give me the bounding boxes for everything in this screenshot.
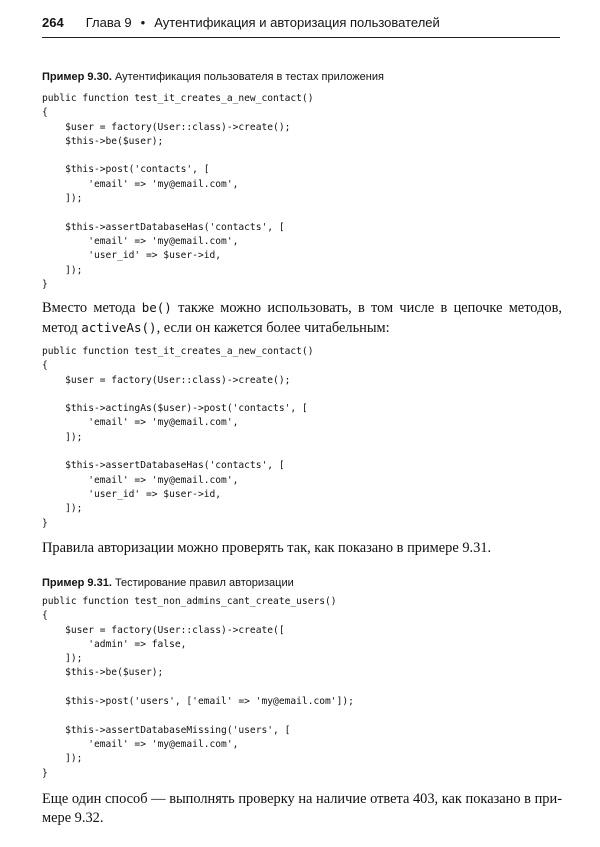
text-run: Вместо метода	[42, 300, 142, 316]
header-rule	[42, 37, 560, 38]
paragraph-line	[42, 318, 562, 338]
paragraph-line: мере 9.32.	[42, 810, 104, 826]
page-number: 264	[42, 15, 64, 30]
paragraph-line: Еще один способ — выполнять проверку на наличие ответа 403, как показано в при-	[42, 791, 562, 807]
inline-code-be: be()	[141, 300, 172, 315]
paragraph-authorization-rules	[42, 539, 562, 558]
running-header	[42, 13, 560, 33]
chapter-label: Глава 9	[85, 15, 132, 30]
code-listing-9-30: public function test_it_creates_a_new_contact() { $user = factory(User::class)->create(); $this->be($user); $this->post('contacts', [ 'email' => 'my@email.com', ]); $this->assertDatabaseHas('contacts', [ 'email' => 'my@email.com', 'user_id' => $user->id, ]); }	[42, 93, 314, 290]
paragraph-line	[42, 298, 562, 318]
paragraph-be-alternative	[42, 298, 562, 338]
paragraph-403-check	[42, 790, 562, 828]
paragraph-line: Правила авторизации можно проверять так, как показано в примере 9.31.	[42, 540, 492, 556]
header-bullet: •	[140, 15, 146, 30]
example-9-30-caption	[42, 70, 384, 84]
example-9-31-caption	[42, 576, 294, 590]
chapter-title: Аутентификация и авторизация пользователей	[154, 15, 440, 30]
code-listing-actingas: public function test_it_creates_a_new_contact() { $user = factory(User::class)->create(); $this->actingAs($user)->post('contacts', [ 'email' => 'my@email.com', ]); $this->assertDatabaseHas('contacts', [ 'email' => 'my@email.com', 'user_id' => $user->id, ]); }	[42, 346, 314, 529]
text-run: , если он кажется более читабельным:	[156, 320, 390, 336]
caption-label: Пример 9.31.	[42, 577, 112, 589]
caption-text: Тестирование правил авторизации	[114, 577, 294, 589]
caption-label: Пример 9.30.	[42, 71, 112, 83]
inline-code-activeas: activeAs()	[81, 320, 157, 335]
code-listing-9-31: public function test_non_admins_cant_create_users() { $user = factory(User::class)->create([ 'admin' => false, ]); $this->be($user); $this->post('users', ['email' => 'my@email.com']); $this->assertDatabaseMissing('users', [ 'email' => 'my@email.com', ]); }	[42, 596, 354, 779]
text-run: метод	[42, 320, 82, 336]
text-run: также можно использовать, в том числе в цепочке методов,	[171, 300, 562, 316]
caption-text: Аутентификация пользователя в тестах приложения	[114, 71, 384, 83]
